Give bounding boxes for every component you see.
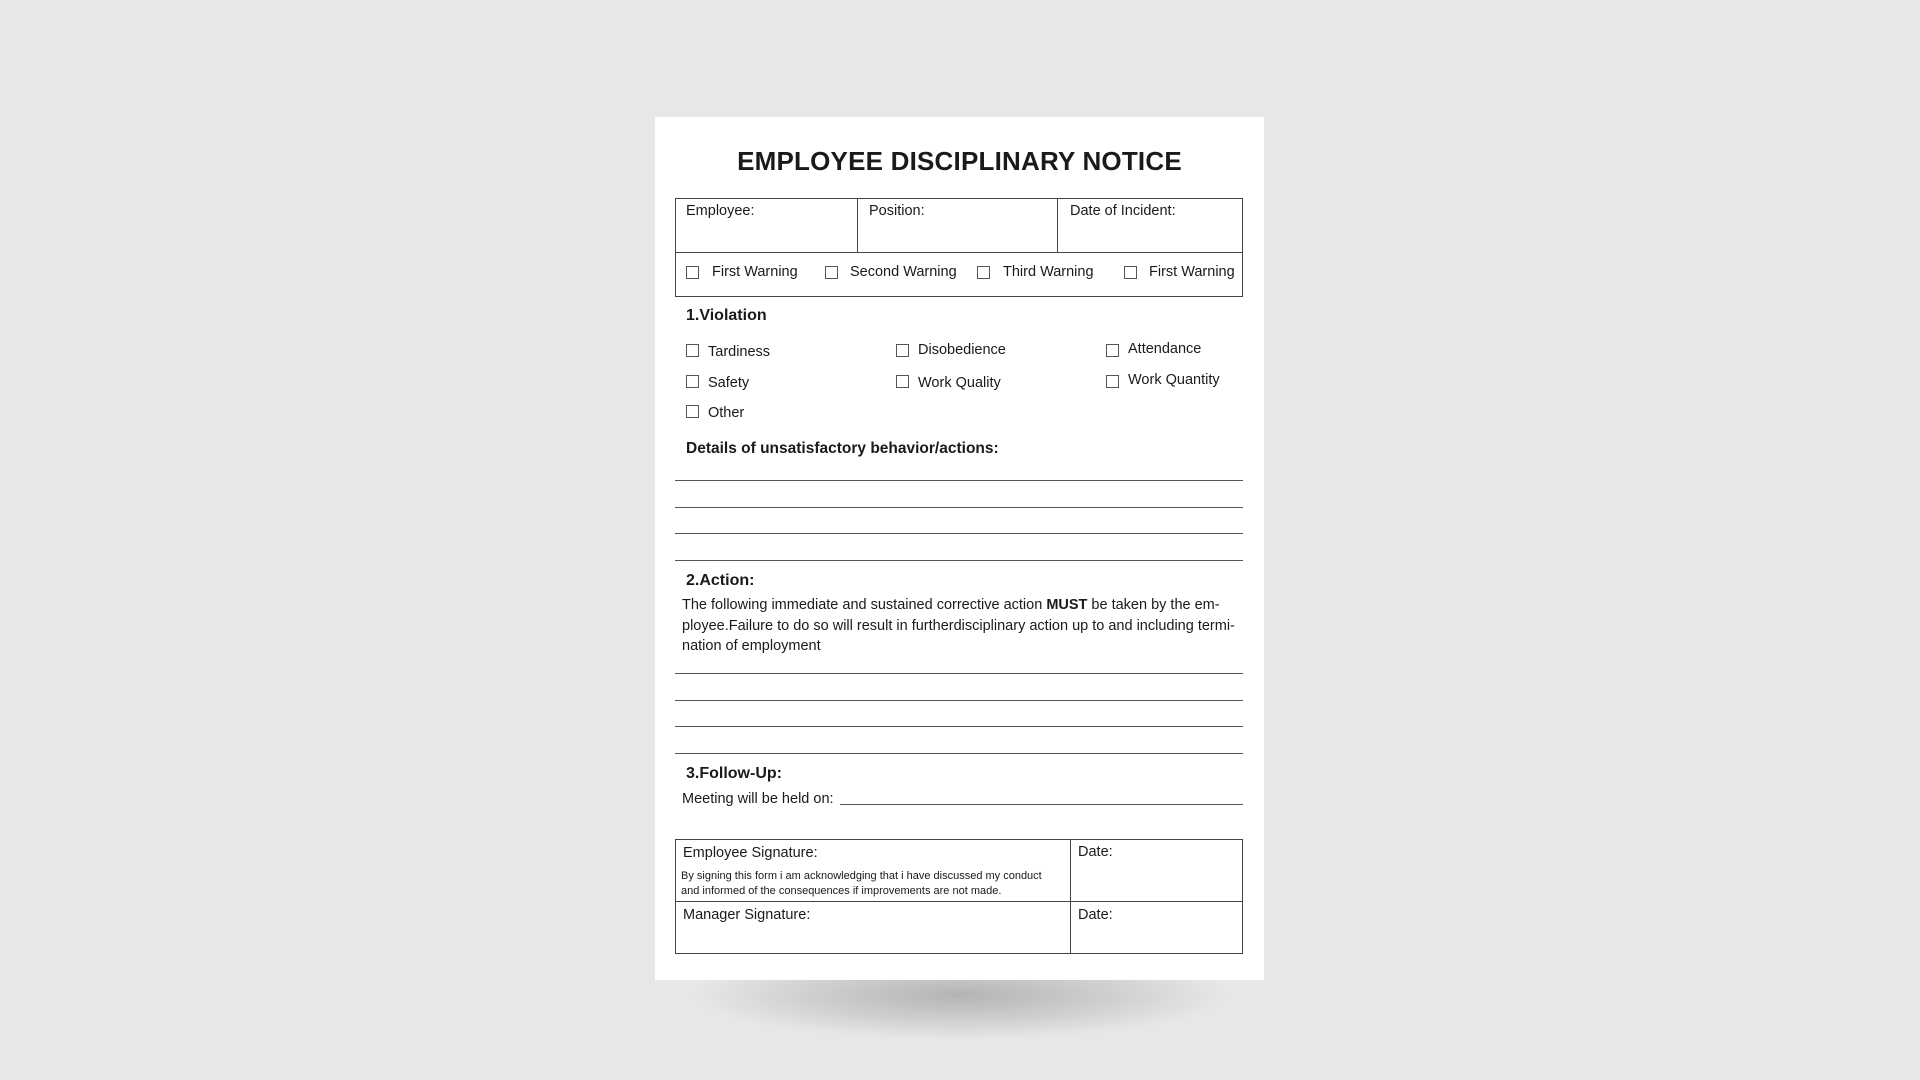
employee-date-field[interactable] xyxy=(1071,862,1242,900)
action-text-after: be taken by the em- xyxy=(1087,597,1220,613)
violation-label-disobedience: Disobedience xyxy=(918,342,1006,358)
violation-checkbox-tardiness[interactable] xyxy=(686,344,699,357)
manager-signature-field[interactable] xyxy=(676,925,1069,953)
action-line-4[interactable] xyxy=(675,753,1243,754)
details-line-3[interactable] xyxy=(675,533,1243,534)
date-of-incident-field[interactable] xyxy=(1058,221,1242,251)
action-text-must: MUST xyxy=(1046,597,1088,613)
employee-signature-note xyxy=(681,869,1042,898)
violation-label-safety: Safety xyxy=(708,375,750,391)
violation-checkbox-work-quality[interactable] xyxy=(896,375,909,388)
violation-label-other: Other xyxy=(708,405,745,421)
action-paragraph xyxy=(682,595,1242,657)
violation-checkbox-safety[interactable] xyxy=(686,375,699,388)
action-paragraph-line-1 xyxy=(682,595,1242,616)
warning-checkbox-second[interactable] xyxy=(825,266,838,279)
form-title: EMPLOYEE DISCIPLINARY NOTICE xyxy=(737,146,1182,176)
action-paragraph-line-2: ployee.Failure to do so will result in furtherdisciplinary action up to and including termi- xyxy=(682,617,1235,634)
action-paragraph-line-3: nation of employment xyxy=(682,638,821,654)
signature-row-divider xyxy=(675,901,1243,902)
violation-checkbox-disobedience[interactable] xyxy=(896,344,909,357)
violation-checkbox-attendance[interactable] xyxy=(1106,344,1119,357)
position-field[interactable] xyxy=(858,221,1056,251)
action-text-before: The following immediate and sustained corrective action xyxy=(682,597,1047,613)
warning-label-first: First Warning xyxy=(712,264,798,280)
employee-date-label: Date: xyxy=(1078,844,1113,860)
meeting-label: Meeting will be held on: xyxy=(682,791,834,807)
warning-checkbox-third[interactable] xyxy=(977,266,990,279)
violation-label-work-quality: Work Quality xyxy=(918,375,1001,391)
action-line-1[interactable] xyxy=(675,673,1243,674)
followup-heading: 3.Follow-Up: xyxy=(686,765,782,782)
violation-label-work-quantity: Work Quantity xyxy=(1128,372,1220,388)
details-line-2[interactable] xyxy=(675,507,1243,508)
disciplinary-notice-form xyxy=(655,117,1264,980)
position-field-label: Position: xyxy=(869,203,925,219)
violation-checkbox-other[interactable] xyxy=(686,405,699,418)
date-of-incident-label: Date of Incident: xyxy=(1070,203,1176,219)
action-heading: 2.Action: xyxy=(686,572,755,589)
meeting-date-line[interactable] xyxy=(840,804,1243,805)
manager-date-label: Date: xyxy=(1078,907,1113,923)
details-line-1[interactable] xyxy=(675,480,1243,481)
manager-signature-label: Manager Signature: xyxy=(683,907,811,923)
header-divider xyxy=(675,252,1243,253)
details-heading: Details of unsatisfactory behavior/actions: xyxy=(686,440,999,457)
warning-label-third: Third Warning xyxy=(1003,264,1094,280)
warning-checkbox-fourth[interactable] xyxy=(1124,266,1137,279)
violation-checkbox-work-quantity[interactable] xyxy=(1106,375,1119,388)
employee-field-label: Employee: xyxy=(686,203,755,219)
manager-date-field[interactable] xyxy=(1071,925,1242,953)
violation-label-attendance: Attendance xyxy=(1128,341,1202,357)
employee-signature-note-line-2: and informed of the consequences if improvements are not made. xyxy=(681,884,1002,897)
warning-checkbox-first[interactable] xyxy=(686,266,699,279)
violation-heading: 1.Violation xyxy=(686,307,767,324)
warning-label-fourth: First Warning xyxy=(1149,264,1235,280)
employee-signature-label: Employee Signature: xyxy=(683,845,818,861)
employee-signature-note-line-1: By signing this form i am acknowledging that i have discussed my conduct xyxy=(681,870,1042,882)
employee-field[interactable] xyxy=(676,221,856,251)
action-line-3[interactable] xyxy=(675,726,1243,727)
details-line-4[interactable] xyxy=(675,560,1243,561)
violation-label-tardiness: Tardiness xyxy=(708,344,771,360)
action-line-2[interactable] xyxy=(675,700,1243,701)
warning-label-second: Second Warning xyxy=(850,264,957,280)
